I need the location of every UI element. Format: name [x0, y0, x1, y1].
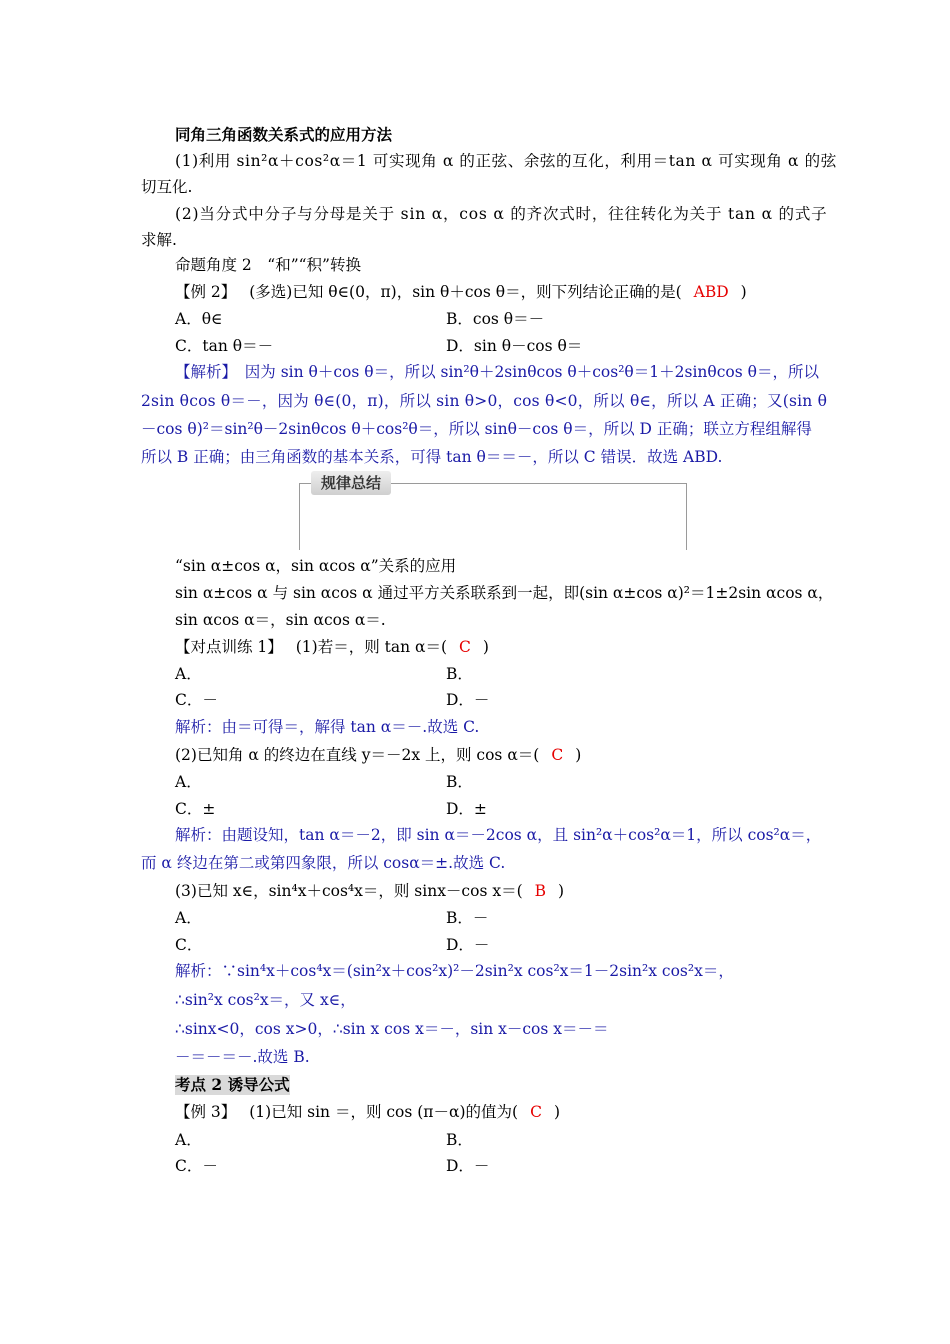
example2-close: ) [740, 283, 747, 301]
training-q3-solution2: ∴sin²x cos²x＝，又 x∈， [175, 991, 356, 1009]
methods-title: 同角三角函数关系式的应用方法 [175, 125, 393, 144]
example3-label: 【例 3】 [175, 1103, 237, 1121]
training-q3-option-a: A． [175, 909, 202, 927]
example3-option-a: A． [175, 1131, 202, 1149]
methods-p2a: (2)当分式中分子与分母是关于 sin α，cos α 的齐次式时，往往转化为关于 tan α 的式子 [175, 205, 828, 223]
example2-solution-line4: 所以 B 正确；由三角函数的基本关系，可得 tan θ＝＝－，所以 C 错误．故选 ABD. [141, 448, 723, 466]
training-q3-option-d: D．－ [446, 936, 490, 954]
example2-answer: ABD [693, 283, 729, 301]
training-q3-option-b: B．－ [446, 909, 489, 927]
methods-p1a: (1)利用 sin²α＋cos²α＝1 可实现角 α 的正弦、余弦的互化，利用＝tan α 可实现角 α 的弦 [175, 152, 837, 170]
training-q3-solution3: ∴sinx<0，cos x>0，∴sin x cos x＝－，sin x－cos x＝－＝ [175, 1020, 609, 1038]
training-label: 【对点训练 1】 [175, 638, 283, 656]
example2-question: (多选)已知 θ∈(0，π)，sin θ＋cos θ＝，则下列结论正确的是( [249, 283, 682, 301]
training-q1-answer: C [459, 638, 471, 656]
summary-line2: sin αcos α＝，sin αcos α＝. [175, 611, 386, 629]
example2-solution-line3: －cos θ)²＝sin²θ－2sinθcos θ＋cos²θ＝，所以 sinθ－cos θ＝，所以 D 正确；联立方程组解得 [141, 420, 812, 438]
training-q3-line [175, 881, 564, 901]
training-q3-close: ) [558, 882, 565, 900]
training-q1-line [175, 637, 489, 657]
training-q2-solution1: 解析：由题设知，tan α＝－2，即 sin α＝－2cos α，且 sin²α＋cos²α＝1，所以 cos²α＝， [175, 826, 822, 844]
training-q2-close: ) [575, 746, 582, 764]
example3-option-d: D．－ [446, 1157, 490, 1175]
example2-label: 【例 2】 [175, 283, 237, 301]
training-q1-option-a: A． [175, 665, 202, 683]
example3-option-b: B． [446, 1131, 473, 1149]
summary-line1: sin α±cos α 与 sin αcos α 通过平方关系联系到一起，即(sin α±cos α)²＝1±2sin αcos α， [175, 584, 834, 602]
training-q3-option-c: C． [175, 936, 203, 954]
training-q1: (1)若＝，则 tan α＝( [295, 638, 448, 656]
training-q1-close: ) [482, 638, 489, 656]
example3-option-c: C．－ [175, 1157, 218, 1175]
example2-option-a: A．θ∈ [175, 310, 223, 328]
example2-question-line [175, 282, 747, 302]
training-q1-option-b: B． [446, 665, 473, 683]
summary-tag: 规律总结 [311, 471, 391, 495]
training-q1-solution: 解析：由＝可得＝，解得 tan α＝－.故选 C. [175, 718, 480, 736]
angle2-title: 命题角度 2 “和”“积”转换 [175, 256, 361, 274]
example2-solution-label: 【解析】 [175, 363, 230, 381]
training-q2-solution2: 而 α 终边在第二或第四象限，所以 cosα＝±.故选 C. [141, 854, 506, 872]
training-q3: (3)已知 x∈，sin⁴x＋cos⁴x＝，则 sinx－cos x＝( [175, 882, 523, 900]
point2-title: 考点 2 诱导公式 [175, 1075, 290, 1094]
training-q2-answer: C [551, 746, 564, 764]
training-q3-answer: B [534, 882, 547, 900]
training-q2-option-c: C．± [175, 800, 216, 818]
example2-option-b: B．cos θ＝－ [446, 310, 545, 328]
training-q2-option-a: A． [175, 773, 202, 791]
example3-answer: C [530, 1103, 542, 1121]
training-q3-solution1: 解析：∵sin⁴x＋cos⁴x＝(sin²x＋cos²x)²－2sin²x cos²x＝1－2sin²x cos²x＝， [175, 962, 734, 980]
methods-p1b: 切互化. [141, 178, 193, 196]
training-q2: (2)已知角 α 的终边在直线 y＝－2x 上，则 cos α＝( [175, 746, 540, 764]
example2-solution-line1 [175, 362, 819, 382]
methods-p2b: 求解. [141, 231, 177, 249]
example3-question-line [175, 1102, 560, 1122]
example2-solution-text1: 因为 sin θ＋cos θ＝，所以 sin²θ＋2sinθcos θ＋cos²θ＝1＋2sinθcos θ＝，所以 [229, 363, 819, 381]
example2-solution-line2: 2sin θcos θ＝－，因为 θ∈(0，π)，所以 sin θ>0，cos θ<0，所以 θ∈，所以 A 正确；又(sin θ [141, 392, 828, 410]
example2-option-c: C．tan θ＝－ [175, 337, 274, 355]
example3-question: (1)已知 sin ＝，则 cos (π－α)的值为( [249, 1103, 519, 1121]
training-q2-option-d: D．± [446, 800, 487, 818]
example3-close: ) [553, 1103, 560, 1121]
summary-title: “sin α±cos α，sin αcos α”关系的应用 [175, 557, 457, 575]
training-q3-solution4: －＝－＝－.故选 B. [175, 1048, 310, 1066]
training-q1-option-c: C．－ [175, 691, 218, 709]
training-q2-line [175, 745, 581, 765]
example2-option-d: D．sin θ－cos θ＝ [446, 337, 583, 355]
training-q1-option-d: D．－ [446, 691, 490, 709]
training-q2-option-b: B． [446, 773, 473, 791]
